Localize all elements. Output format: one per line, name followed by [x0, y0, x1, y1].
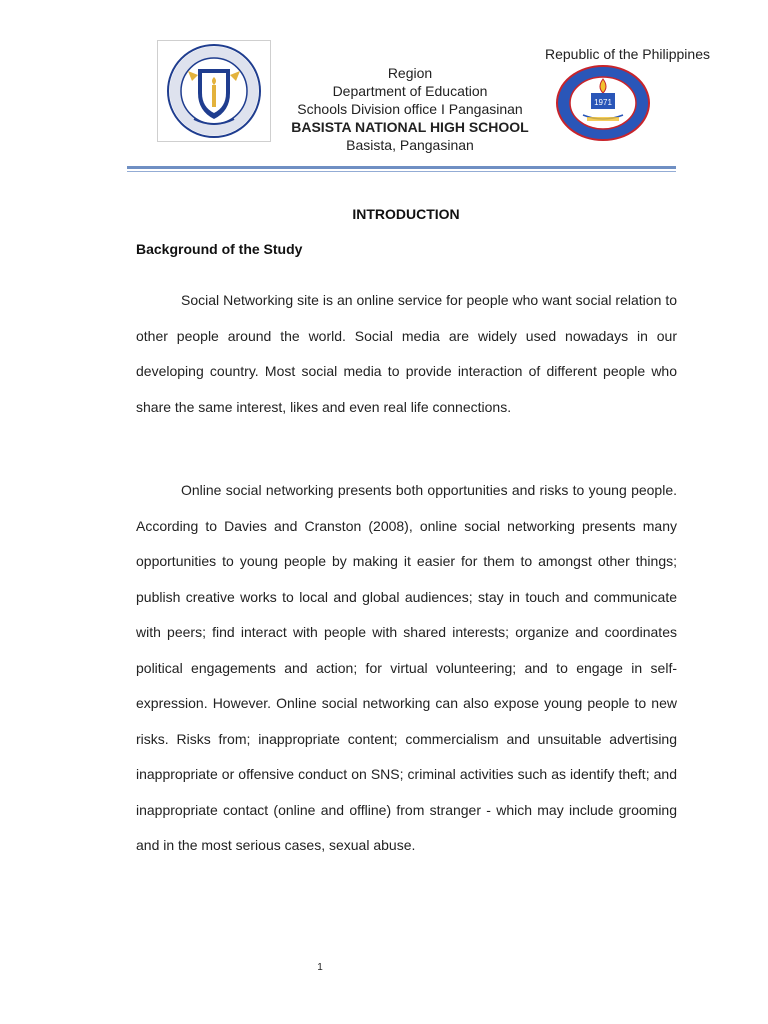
region-label: Region	[387, 65, 433, 81]
document-title: INTRODUCTION	[352, 206, 460, 222]
letterhead	[270, 64, 550, 154]
page-number: 1	[317, 962, 323, 973]
section-heading: Background of the Study	[136, 241, 303, 257]
school-seal-icon	[553, 63, 653, 141]
location-label: Basista, Pangasinan	[346, 137, 474, 153]
school-name: BASISTA NATIONAL HIGH SCHOOL	[291, 119, 529, 135]
country-label: Republic of the Philippines	[545, 46, 710, 62]
paragraph-1: Social Networking site is an online service for people who want social relation to other people around the world. Social media are widely used nowadays in our developing country. Most social media to provide interaction of different people who share the same interest, likes and even real life connections.	[136, 292, 677, 415]
school-seal-logo	[553, 63, 653, 141]
deped-seal-icon	[158, 41, 270, 141]
school-seal-year: 1971	[594, 98, 612, 107]
header-divider-thin	[127, 171, 676, 172]
paragraph-2: Online social networking presents both opportunities and risks to young people. According to Davies and Cranston (2008), online social networking presents many opportunities to young people by making it easier for them to amongst other things; publish creative works to local and global audiences; stay in touch and communicate with peers; find interact with people with shared interests; organize and coordinates political engagements and action; for virtual volunteering; and to engage in self-expression. However. Online social networking can also expose young people to new risks. Risks from; inappropriate content; commercialism and unsuitable advertising inappropriate or offensive conduct on SNS; criminal activities such as identify theft; and inappropriate contact (online and offline) from stranger - which may include grooming and in the most serious cases, sexual abuse.	[136, 482, 677, 853]
deped-seal-logo	[157, 40, 271, 142]
header-divider	[127, 166, 676, 169]
department-label: Department of Education	[332, 83, 488, 99]
division-label: Schools Division office I Pangasinan	[297, 101, 523, 117]
